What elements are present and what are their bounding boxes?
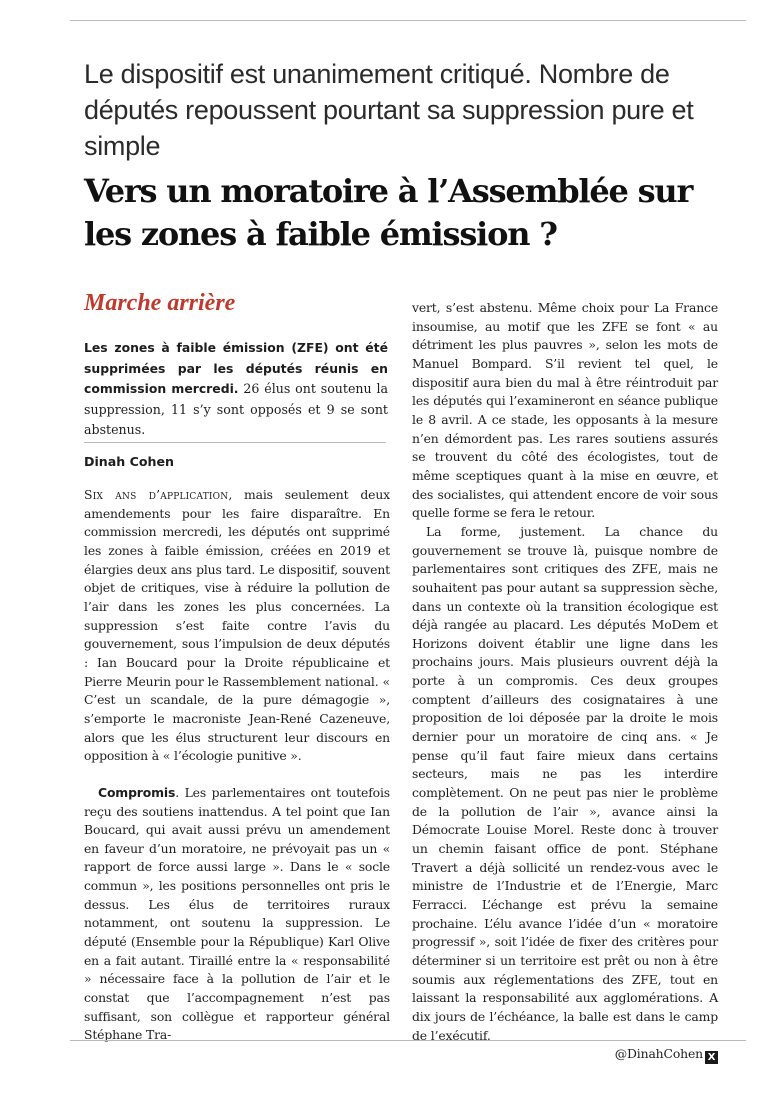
author-signature bbox=[412, 1045, 718, 1064]
paragraph-2-text: . Les parlementaires ont toutefois reçu des soutiens inattendus. A tel point que Ian Boucard, qui avait aussi prévu un amendement en faveur d’un moratoire, ne prévoyait pas un « rapport de force aussi large ». Dans le « socle commun », les positions personnelles ont pris le dessus. Les élus de territoires ruraux notamment, ont soutenu la suppression. Le député (Ensemble pour la République) Karl Olive en a fait autant. Tiraillé entre la « responsabilité » nécessaire face à la pollution de l’air et le constat que l’accompagnement n’est pas suffisant, son collègue et rapporteur général Stéphane Tra- bbox=[84, 784, 390, 1043]
author-byline: Dinah Cohen bbox=[84, 454, 174, 469]
paragraph-3: La forme, justement. La chance du gouvernement se trouve là, puisque nombre de parlementaires sont critiques des ZFE, mais ne souhaitent pas pour autant sa suppression sèche, dans un contexte où la transition écologique est déjà rangée au placard. Les députés MoDem et Horizons doivent établir une ligne dans les prochains jours. Mais plusieurs ouvrent déjà la porte à un compromis. Ces deux groupes comptent d’ailleurs des cosignataires à une proposition de loi déposée par la droite le mois dernier pour un moratoire de cinq ans. « Je pense qu’il faut faire mieux dans certains secteurs, mais ne pas les interdire complètement. On ne peut pas nier le problème de la pollution de l’air », avance ainsi la Démocrate Louise Morel. Reste donc à trouver un chemin faisant office de pont. Stéphane Travert a déjà sollicité un rendez-vous avec le ministre de l’Industrie et de l’Energie, Marc Ferracci. L’échange est prévu la semaine prochaine. L’élu avance l’idée d’un « moratoire progressif », soit l’idée de fixer des critères pour déterminer si un territoire est prêt ou non à être soumis aux réglementations des ZFE, tout en laissant la responsabilité aux agglomérations. A dix jours de l’échéance, la balle est dans le camp de l’exécutif. bbox=[412, 523, 718, 1043]
section-title: Marche arrière bbox=[84, 290, 236, 316]
bottom-rule bbox=[70, 1040, 746, 1041]
column-right bbox=[412, 299, 718, 1064]
standfirst-rest: 26 élus ont soutenu la suppression, 11 s’y sont opposés et 9 se sont abstenus. bbox=[84, 381, 389, 437]
paragraph-2-continued: vert, s’est abstenu. Même choix pour La France insoumise, au motif que les ZFE se font « au détriment les plus pauvres », selon les mots de Manuel Bompard. S’il revient tel quel, le dispositif aura bien du mal à être réintroduit par les députés qui l’examineront en séance publique le 8 avril. A ce stade, les opposants à la mesure n’en démordent pas. Les rares soutiens assurés se trouvent du côté des écologistes, tout de même sceptiques quant à la mise en œuvre, et des socialistes, qui attendent encore de voir sous quelle forme se fera le retour. bbox=[412, 300, 718, 521]
x-logo-icon: X bbox=[705, 1051, 718, 1064]
column-left bbox=[84, 486, 390, 1045]
paragraph-1 bbox=[84, 486, 390, 766]
paragraph-2-runin: Compromis bbox=[98, 784, 176, 800]
paragraph-2 bbox=[84, 784, 390, 1045]
standfirst-lead: Les zones à faible émission (ZFE) ont été supprimées par les députés réunis en commission mercredi. bbox=[84, 340, 388, 396]
standfirst bbox=[84, 338, 388, 441]
top-rule bbox=[70, 20, 746, 21]
paragraph-1-opening: Six ans d’application bbox=[84, 487, 229, 502]
paragraph-1-text: , mais seulement deux amendements pour les faire disparaître. En commission mercredi, les députés ont supprimé les zones à faible émission, créées en 2019 et élargies deux ans plus tard. Le dispositif, souvent objet de critiques, vise à réduire la pollution de l’air dans les zones les plus concernées. La suppression s’est faite contre l’avis du gouvernement, sous l’impulsion de deux députés : Ian Boucard pour la Droite républicaine et Pierre Meurin pour le Rassemblement national. « C’est un scandale, de la pure démagogie », s’emporte le macroniste Jean-René Cazeneuve, alors que les élus structurent leur discours en opposition à « l’écologie punitive ». bbox=[84, 487, 390, 764]
byline-rule bbox=[84, 442, 386, 443]
article-kicker: Le dispositif est unanimement critiqué. Nombre de députés repoussent pourtant sa suppression pure et simple bbox=[84, 59, 694, 161]
article-headline: Vers un moratoire à l’Assemblée sur les zones à faible émission ? bbox=[84, 172, 693, 253]
signature-handle: @DinahCohen bbox=[614, 1046, 703, 1062]
